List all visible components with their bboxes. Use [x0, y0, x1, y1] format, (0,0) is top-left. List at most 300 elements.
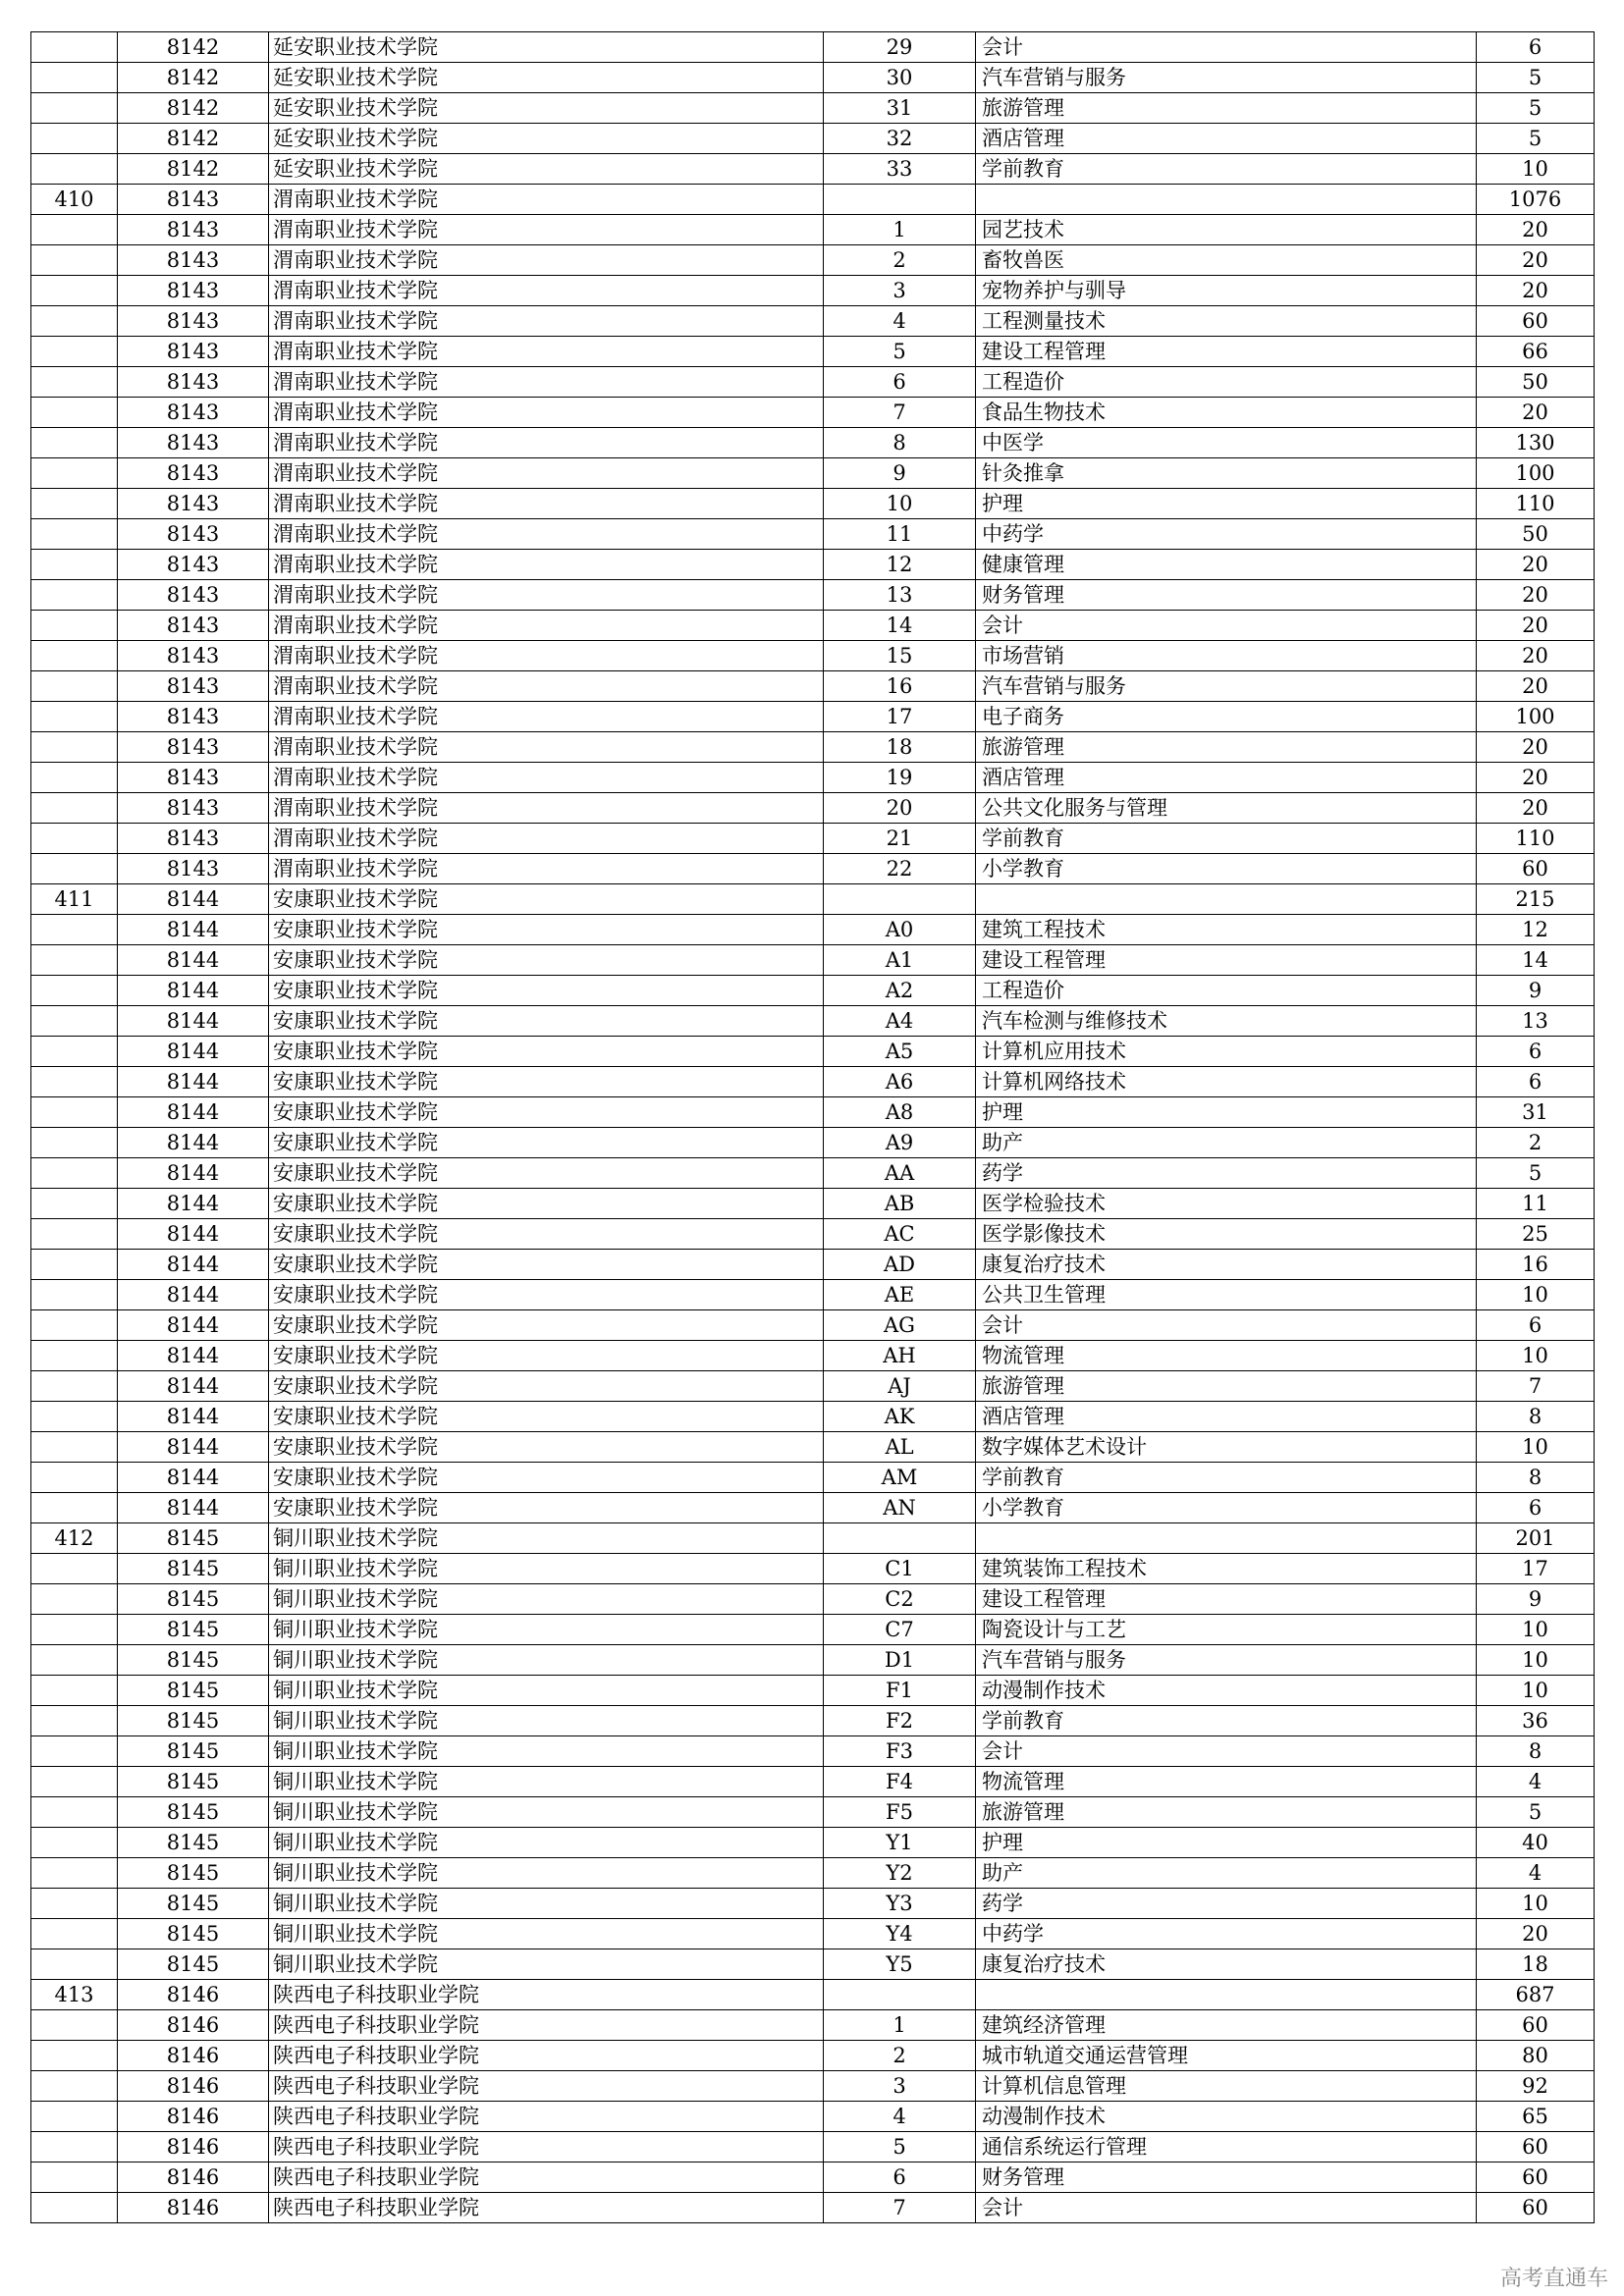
school-name-cell: 安康职业技术学院 [269, 915, 824, 945]
table-row [31, 1949, 1595, 1980]
school-code-cell: 8144 [118, 1493, 269, 1523]
major-code-cell: 15 [824, 641, 976, 671]
major-name-cell: 会计 [976, 32, 1477, 63]
major-name-cell: 中药学 [976, 519, 1477, 550]
school-name-cell: 渭南职业技术学院 [269, 428, 824, 458]
school-code-cell: 8144 [118, 1128, 269, 1158]
table-row [31, 1310, 1595, 1341]
major-code-cell: 18 [824, 732, 976, 763]
seq-cell [31, 915, 118, 945]
table-row [31, 185, 1595, 215]
major-name-cell: 建设工程管理 [976, 337, 1477, 367]
school-name-cell: 安康职业技术学院 [269, 1341, 824, 1371]
school-name-cell: 铜川职业技术学院 [269, 1767, 824, 1797]
plan-count-cell: 215 [1477, 884, 1595, 915]
plan-count-cell: 20 [1477, 215, 1595, 245]
plan-count-cell: 60 [1477, 2163, 1595, 2193]
school-name-cell: 延安职业技术学院 [269, 32, 824, 63]
major-code-cell: C7 [824, 1615, 976, 1645]
table-row [31, 976, 1595, 1006]
school-code-cell: 8146 [118, 2041, 269, 2071]
major-name-cell: 计算机网络技术 [976, 1067, 1477, 1097]
school-code-cell: 8145 [118, 1889, 269, 1919]
school-code-cell: 8145 [118, 1949, 269, 1980]
school-name-cell: 安康职业技术学院 [269, 1402, 824, 1432]
seq-cell [31, 458, 118, 489]
table-row [31, 367, 1595, 398]
school-code-cell: 8143 [118, 732, 269, 763]
school-code-cell: 8142 [118, 32, 269, 63]
table-row [31, 489, 1595, 519]
major-code-cell: 22 [824, 854, 976, 884]
school-name-cell: 渭南职业技术学院 [269, 185, 824, 215]
watermark-text: 高考直通车 [1499, 2267, 1608, 2291]
school-code-cell: 8144 [118, 1219, 269, 1250]
table-row [31, 1706, 1595, 1736]
table-row [31, 854, 1595, 884]
plan-count-cell: 20 [1477, 763, 1595, 793]
table-row [31, 1189, 1595, 1219]
table-row [31, 1037, 1595, 1067]
school-name-cell: 安康职业技术学院 [269, 1128, 824, 1158]
major-name-cell: 旅游管理 [976, 1371, 1477, 1402]
seq-cell [31, 1676, 118, 1706]
major-name-cell: 汽车营销与服务 [976, 63, 1477, 93]
plan-count-cell: 36 [1477, 1706, 1595, 1736]
school-name-cell: 渭南职业技术学院 [269, 854, 824, 884]
plan-count-cell: 4 [1477, 1858, 1595, 1889]
major-code-cell: 13 [824, 580, 976, 611]
school-name-cell: 渭南职业技术学院 [269, 641, 824, 671]
seq-cell [31, 93, 118, 124]
table-row [31, 1493, 1595, 1523]
table-row [31, 306, 1595, 337]
major-name-cell: 汽车检测与维修技术 [976, 1006, 1477, 1037]
plan-count-cell: 10 [1477, 1615, 1595, 1645]
school-code-cell: 8145 [118, 1797, 269, 1828]
seq-cell [31, 1006, 118, 1037]
major-name-cell: 宠物养护与驯导 [976, 276, 1477, 306]
major-code-cell: 14 [824, 611, 976, 641]
seq-cell [31, 1128, 118, 1158]
seq-cell [31, 945, 118, 976]
school-name-cell: 陕西电子科技职业学院 [269, 2071, 824, 2102]
table-row [31, 550, 1595, 580]
school-name-cell: 延安职业技术学院 [269, 124, 824, 154]
school-code-cell: 8144 [118, 1250, 269, 1280]
major-name-cell [976, 185, 1477, 215]
seq-cell [31, 671, 118, 702]
seq-cell [31, 2071, 118, 2102]
plan-count-cell: 20 [1477, 580, 1595, 611]
table-row [31, 1767, 1595, 1797]
plan-count-cell: 20 [1477, 276, 1595, 306]
school-code-cell: 8144 [118, 945, 269, 976]
school-name-cell: 安康职业技术学院 [269, 1006, 824, 1037]
major-code-cell: 1 [824, 215, 976, 245]
major-code-cell: 2 [824, 245, 976, 276]
major-code-cell: 6 [824, 367, 976, 398]
school-name-cell: 渭南职业技术学院 [269, 215, 824, 245]
school-code-cell: 8144 [118, 1432, 269, 1463]
enrollment-table [30, 31, 1595, 2223]
school-code-cell: 8143 [118, 185, 269, 215]
seq-cell [31, 215, 118, 245]
school-name-cell: 铜川职业技术学院 [269, 1706, 824, 1736]
table-row [31, 945, 1595, 976]
plan-count-cell: 92 [1477, 2071, 1595, 2102]
school-code-cell: 8145 [118, 1645, 269, 1676]
major-name-cell: 小学教育 [976, 1493, 1477, 1523]
major-name-cell [976, 1980, 1477, 2010]
school-code-cell: 8145 [118, 1706, 269, 1736]
seq-cell [31, 1584, 118, 1615]
plan-count-cell: 31 [1477, 1097, 1595, 1128]
table-row [31, 671, 1595, 702]
school-name-cell: 陕西电子科技职业学院 [269, 2193, 824, 2223]
major-name-cell: 旅游管理 [976, 732, 1477, 763]
plan-count-cell: 60 [1477, 2193, 1595, 2223]
seq-cell [31, 1219, 118, 1250]
major-code-cell: AE [824, 1280, 976, 1310]
seq-cell [31, 1767, 118, 1797]
seq-cell [31, 2193, 118, 2223]
major-name-cell: 园艺技术 [976, 215, 1477, 245]
seq-cell [31, 1341, 118, 1371]
school-code-cell: 8142 [118, 154, 269, 185]
plan-count-cell: 10 [1477, 1676, 1595, 1706]
major-name-cell: 公共卫生管理 [976, 1280, 1477, 1310]
school-name-cell: 安康职业技术学院 [269, 1067, 824, 1097]
table-row [31, 1128, 1595, 1158]
major-code-cell: F1 [824, 1676, 976, 1706]
major-name-cell: 财务管理 [976, 2163, 1477, 2193]
major-name-cell: 汽车营销与服务 [976, 671, 1477, 702]
school-code-cell: 8143 [118, 580, 269, 611]
school-name-cell: 陕西电子科技职业学院 [269, 1980, 824, 2010]
school-name-cell: 渭南职业技术学院 [269, 793, 824, 824]
seq-cell [31, 732, 118, 763]
seq-cell [31, 550, 118, 580]
major-code-cell: 12 [824, 550, 976, 580]
major-code-cell: Y1 [824, 1828, 976, 1858]
table-row [31, 1402, 1595, 1432]
major-code-cell: 3 [824, 2071, 976, 2102]
major-name-cell: 建设工程管理 [976, 945, 1477, 976]
major-name-cell: 计算机信息管理 [976, 2071, 1477, 2102]
school-code-cell: 8143 [118, 215, 269, 245]
seq-cell [31, 367, 118, 398]
school-name-cell: 渭南职业技术学院 [269, 702, 824, 732]
table-row [31, 1676, 1595, 1706]
plan-count-cell: 11 [1477, 1189, 1595, 1219]
major-name-cell: 医学影像技术 [976, 1219, 1477, 1250]
table-row [31, 1097, 1595, 1128]
major-code-cell: AK [824, 1402, 976, 1432]
plan-count-cell: 6 [1477, 1067, 1595, 1097]
plan-count-cell: 8 [1477, 1402, 1595, 1432]
school-name-cell: 渭南职业技术学院 [269, 276, 824, 306]
plan-count-cell: 6 [1477, 32, 1595, 63]
major-code-cell: 4 [824, 306, 976, 337]
school-name-cell: 渭南职业技术学院 [269, 367, 824, 398]
table-row [31, 1250, 1595, 1280]
table-row [31, 1736, 1595, 1767]
major-code-cell: AA [824, 1158, 976, 1189]
table-row [31, 32, 1595, 63]
seq-cell [31, 1097, 118, 1128]
major-name-cell: 助产 [976, 1128, 1477, 1158]
table-row [31, 124, 1595, 154]
school-code-cell: 8145 [118, 1615, 269, 1645]
school-name-cell: 渭南职业技术学院 [269, 732, 824, 763]
major-name-cell: 会计 [976, 1736, 1477, 1767]
major-code-cell: 19 [824, 763, 976, 793]
plan-count-cell: 60 [1477, 854, 1595, 884]
seq-cell [31, 519, 118, 550]
seq-cell [31, 489, 118, 519]
school-code-cell: 8143 [118, 398, 269, 428]
table-row [31, 398, 1595, 428]
seq-cell: 410 [31, 185, 118, 215]
major-code-cell: 7 [824, 398, 976, 428]
school-name-cell: 铜川职业技术学院 [269, 1554, 824, 1584]
plan-count-cell: 9 [1477, 976, 1595, 1006]
major-code-cell: 32 [824, 124, 976, 154]
major-name-cell: 酒店管理 [976, 763, 1477, 793]
major-name-cell: 中医学 [976, 428, 1477, 458]
table-row [31, 428, 1595, 458]
major-name-cell: 小学教育 [976, 854, 1477, 884]
school-name-cell: 渭南职业技术学院 [269, 763, 824, 793]
school-name-cell: 铜川职业技术学院 [269, 1797, 824, 1828]
major-name-cell: 公共文化服务与管理 [976, 793, 1477, 824]
plan-count-cell: 80 [1477, 2041, 1595, 2071]
school-code-cell: 8144 [118, 1463, 269, 1493]
school-code-cell: 8143 [118, 245, 269, 276]
major-name-cell: 汽车营销与服务 [976, 1645, 1477, 1676]
major-code-cell: 5 [824, 2132, 976, 2163]
plan-count-cell: 17 [1477, 1554, 1595, 1584]
school-name-cell: 陕西电子科技职业学院 [269, 2102, 824, 2132]
seq-cell [31, 124, 118, 154]
major-name-cell: 药学 [976, 1158, 1477, 1189]
major-code-cell: C2 [824, 1584, 976, 1615]
major-name-cell: 助产 [976, 1858, 1477, 1889]
seq-cell [31, 1949, 118, 1980]
plan-count-cell: 20 [1477, 550, 1595, 580]
plan-count-cell: 100 [1477, 702, 1595, 732]
major-code-cell: 31 [824, 93, 976, 124]
school-name-cell: 陕西电子科技职业学院 [269, 2041, 824, 2071]
school-code-cell: 8146 [118, 2071, 269, 2102]
school-name-cell: 安康职业技术学院 [269, 1463, 824, 1493]
major-code-cell: 2 [824, 2041, 976, 2071]
plan-count-cell: 60 [1477, 2010, 1595, 2041]
major-name-cell: 物流管理 [976, 1767, 1477, 1797]
school-code-cell: 8144 [118, 915, 269, 945]
seq-cell [31, 1189, 118, 1219]
school-code-cell: 8143 [118, 489, 269, 519]
plan-count-cell: 110 [1477, 489, 1595, 519]
major-name-cell: 城市轨道交通运营管理 [976, 2041, 1477, 2071]
major-code-cell: 4 [824, 2102, 976, 2132]
major-code-cell: 1 [824, 2010, 976, 2041]
school-name-cell: 铜川职业技术学院 [269, 1828, 824, 1858]
table-row [31, 1280, 1595, 1310]
major-name-cell: 护理 [976, 489, 1477, 519]
table-body [31, 32, 1595, 2223]
school-code-cell: 8143 [118, 611, 269, 641]
seq-cell [31, 763, 118, 793]
major-code-cell: A5 [824, 1037, 976, 1067]
school-code-cell: 8144 [118, 1189, 269, 1219]
major-name-cell: 建设工程管理 [976, 1584, 1477, 1615]
major-name-cell [976, 884, 1477, 915]
school-code-cell: 8145 [118, 1919, 269, 1949]
school-code-cell: 8145 [118, 1584, 269, 1615]
school-name-cell: 铜川职业技术学院 [269, 1676, 824, 1706]
major-name-cell: 医学检验技术 [976, 1189, 1477, 1219]
seq-cell [31, 1463, 118, 1493]
table-row [31, 1432, 1595, 1463]
school-name-cell: 安康职业技术学院 [269, 1250, 824, 1280]
major-code-cell: A0 [824, 915, 976, 945]
school-code-cell: 8143 [118, 428, 269, 458]
school-name-cell: 安康职业技术学院 [269, 1493, 824, 1523]
major-code-cell: F2 [824, 1706, 976, 1736]
major-code-cell: AG [824, 1310, 976, 1341]
school-code-cell: 8144 [118, 1310, 269, 1341]
school-name-cell: 渭南职业技术学院 [269, 245, 824, 276]
table-row [31, 1463, 1595, 1493]
plan-count-cell: 50 [1477, 367, 1595, 398]
plan-count-cell: 50 [1477, 519, 1595, 550]
school-name-cell: 渭南职业技术学院 [269, 611, 824, 641]
school-code-cell: 8145 [118, 1676, 269, 1706]
seq-cell [31, 1828, 118, 1858]
school-name-cell: 渭南职业技术学院 [269, 824, 824, 854]
major-name-cell: 康复治疗技术 [976, 1949, 1477, 1980]
table-row [31, 2041, 1595, 2071]
major-code-cell: 5 [824, 337, 976, 367]
major-name-cell: 会计 [976, 1310, 1477, 1341]
school-name-cell: 安康职业技术学院 [269, 1310, 824, 1341]
major-code-cell: AL [824, 1432, 976, 1463]
table-row [31, 1980, 1595, 2010]
plan-count-cell: 5 [1477, 63, 1595, 93]
table-row [31, 1067, 1595, 1097]
table-row [31, 1858, 1595, 1889]
major-code-cell: 20 [824, 793, 976, 824]
seq-cell [31, 276, 118, 306]
plan-count-cell: 12 [1477, 915, 1595, 945]
seq-cell [31, 1067, 118, 1097]
major-name-cell: 学前教育 [976, 1706, 1477, 1736]
seq-cell [31, 854, 118, 884]
plan-count-cell: 10 [1477, 1645, 1595, 1676]
school-name-cell: 安康职业技术学院 [269, 1097, 824, 1128]
school-code-cell: 8144 [118, 884, 269, 915]
seq-cell [31, 793, 118, 824]
plan-count-cell: 6 [1477, 1310, 1595, 1341]
major-code-cell: A6 [824, 1067, 976, 1097]
plan-count-cell: 40 [1477, 1828, 1595, 1858]
major-name-cell: 学前教育 [976, 154, 1477, 185]
major-name-cell: 工程造价 [976, 367, 1477, 398]
school-code-cell: 8144 [118, 976, 269, 1006]
major-code-cell: A9 [824, 1128, 976, 1158]
school-code-cell: 8144 [118, 1341, 269, 1371]
plan-count-cell: 8 [1477, 1463, 1595, 1493]
major-code-cell: D1 [824, 1645, 976, 1676]
plan-count-cell: 20 [1477, 611, 1595, 641]
table-row [31, 154, 1595, 185]
table-row [31, 641, 1595, 671]
plan-count-cell: 2 [1477, 1128, 1595, 1158]
major-code-cell: 11 [824, 519, 976, 550]
school-name-cell: 延安职业技术学院 [269, 93, 824, 124]
major-code-cell: 8 [824, 428, 976, 458]
major-name-cell: 工程造价 [976, 976, 1477, 1006]
major-code-cell: 16 [824, 671, 976, 702]
plan-count-cell: 20 [1477, 398, 1595, 428]
plan-count-cell: 201 [1477, 1523, 1595, 1554]
school-code-cell: 8142 [118, 124, 269, 154]
seq-cell [31, 641, 118, 671]
school-name-cell: 安康职业技术学院 [269, 1158, 824, 1189]
major-name-cell: 旅游管理 [976, 93, 1477, 124]
school-code-cell: 8146 [118, 2193, 269, 2223]
major-name-cell: 数字媒体艺术设计 [976, 1432, 1477, 1463]
major-code-cell: Y4 [824, 1919, 976, 1949]
school-name-cell: 铜川职业技术学院 [269, 1584, 824, 1615]
school-name-cell: 铜川职业技术学院 [269, 1919, 824, 1949]
plan-count-cell: 4 [1477, 1767, 1595, 1797]
major-name-cell: 中药学 [976, 1919, 1477, 1949]
seq-cell [31, 2102, 118, 2132]
school-name-cell: 安康职业技术学院 [269, 976, 824, 1006]
school-code-cell: 8143 [118, 854, 269, 884]
major-code-cell: F5 [824, 1797, 976, 1828]
table-row [31, 1797, 1595, 1828]
plan-count-cell: 60 [1477, 2132, 1595, 2163]
school-code-cell: 8143 [118, 519, 269, 550]
major-code-cell: 21 [824, 824, 976, 854]
seq-cell [31, 1037, 118, 1067]
plan-count-cell: 18 [1477, 1949, 1595, 1980]
school-name-cell: 渭南职业技术学院 [269, 519, 824, 550]
major-code-cell: C1 [824, 1554, 976, 1584]
school-code-cell: 8145 [118, 1828, 269, 1858]
major-name-cell: 旅游管理 [976, 1797, 1477, 1828]
major-name-cell: 陶瓷设计与工艺 [976, 1615, 1477, 1645]
table-row [31, 1554, 1595, 1584]
major-code-cell [824, 1980, 976, 2010]
table-row [31, 1645, 1595, 1676]
school-code-cell: 8142 [118, 93, 269, 124]
table-row [31, 732, 1595, 763]
school-code-cell: 8144 [118, 1037, 269, 1067]
seq-cell [31, 1402, 118, 1432]
school-code-cell: 8144 [118, 1006, 269, 1037]
school-name-cell: 铜川职业技术学院 [269, 1615, 824, 1645]
major-code-cell: AN [824, 1493, 976, 1523]
major-name-cell: 财务管理 [976, 580, 1477, 611]
school-name-cell: 渭南职业技术学院 [269, 306, 824, 337]
plan-count-cell: 5 [1477, 1158, 1595, 1189]
school-name-cell: 安康职业技术学院 [269, 945, 824, 976]
